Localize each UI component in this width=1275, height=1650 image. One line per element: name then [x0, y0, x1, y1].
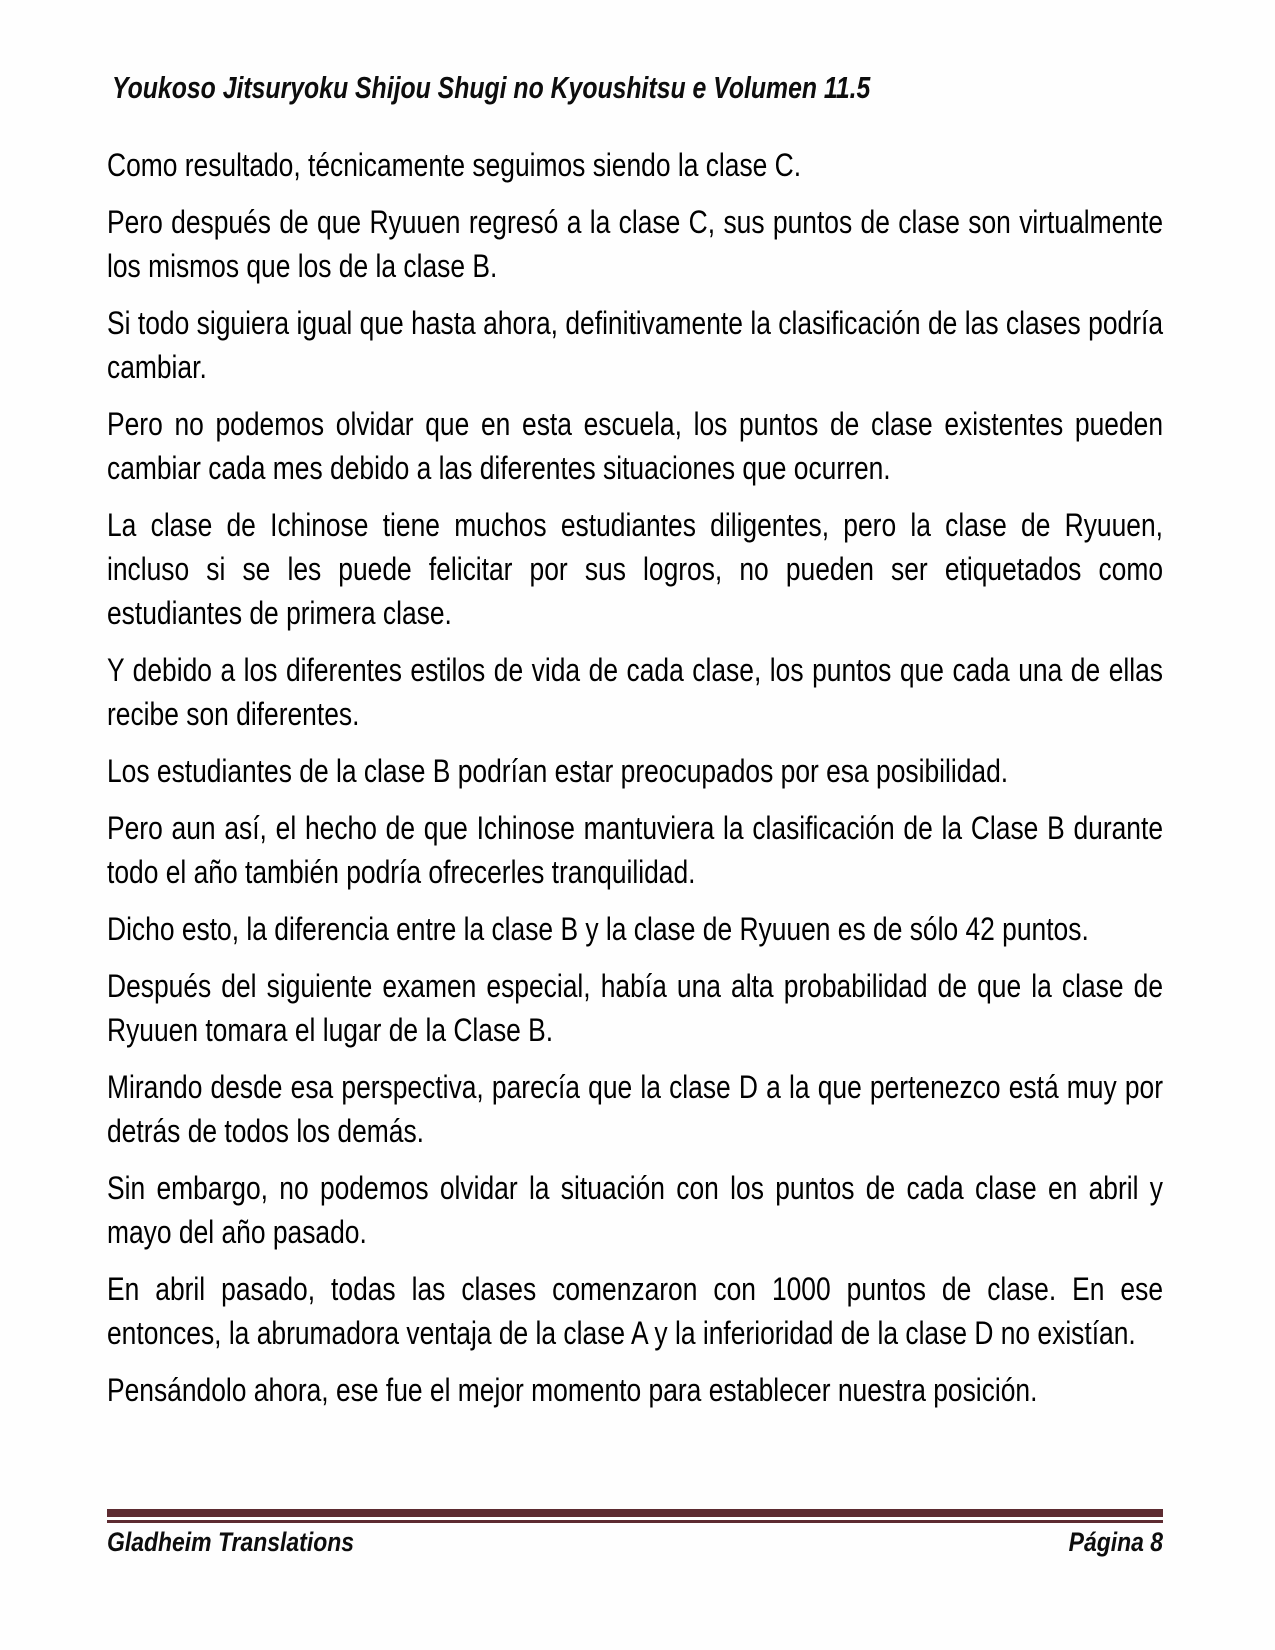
- page-header: [112, 70, 1060, 106]
- footer-rule-thin: [107, 1520, 1163, 1523]
- page-footer: [107, 1509, 1163, 1558]
- footer-page-number: Página 8: [1068, 1527, 1163, 1557]
- paragraph: Pero después de que Ryuuen regresó a la clase C, sus puntos de clase son virtualmente los mismos que los de la clase B.: [107, 204, 1163, 284]
- header-title: Youkoso Jitsuryoku Shijou Shugi no Kyoushitsu e Volumen 11.5: [112, 70, 871, 105]
- paragraph: Después del siguiente examen especial, había una alta probabilidad de que la clase de Ryuuen tomara el lugar de la Clase B.: [107, 968, 1163, 1048]
- paragraph: Como resultado, técnicamente seguimos siendo la clase C.: [107, 147, 802, 183]
- page-body: [107, 143, 1163, 1425]
- paragraph: Mirando desde esa perspectiva, parecía que la clase D a la que pertenezco está muy por detrás de todos los demás.: [107, 1069, 1163, 1149]
- paragraph: Y debido a los diferentes estilos de vida de cada clase, los puntos que cada una de ellas recibe son diferentes.: [107, 652, 1163, 732]
- paragraph: Sin embargo, no podemos olvidar la situación con los puntos de cada clase en abril y mayo del año pasado.: [107, 1170, 1163, 1250]
- footer-rule-thick: [107, 1509, 1163, 1517]
- footer-row: [107, 1527, 1163, 1558]
- paragraph: Dicho esto, la diferencia entre la clase B y la clase de Ryuuen es de sólo 42 puntos.: [107, 911, 1089, 947]
- footer-translator-credit: Gladheim Translations: [107, 1527, 355, 1557]
- paragraph: Si todo siguiera igual que hasta ahora, definitivamente la clasificación de las clases podría cambiar.: [107, 305, 1163, 385]
- paragraph: La clase de Ichinose tiene muchos estudiantes diligentes, pero la clase de Ryuuen, incluso si se les puede felicitar por sus logros, no pueden ser etiquetados como estudiantes de primera clase.: [107, 507, 1163, 631]
- paragraph: Pero aun así, el hecho de que Ichinose mantuviera la clasificación de la Clase B durante todo el año también podría ofrecerles tranquilidad.: [107, 810, 1163, 890]
- paragraph: En abril pasado, todas las clases comenzaron con 1000 puntos de clase. En ese entonces, la abrumadora ventaja de la clase A y la inferioridad de la clase D no existían.: [107, 1271, 1163, 1351]
- paragraph: Pero no podemos olvidar que en esta escuela, los puntos de clase existentes pueden cambiar cada mes debido a las diferentes situaciones que ocurren.: [107, 406, 1163, 486]
- paragraph: Pensándolo ahora, ese fue el mejor momento para establecer nuestra posición.: [107, 1372, 1038, 1408]
- paragraph: Los estudiantes de la clase B podrían estar preocupados por esa posibilidad.: [107, 753, 1009, 789]
